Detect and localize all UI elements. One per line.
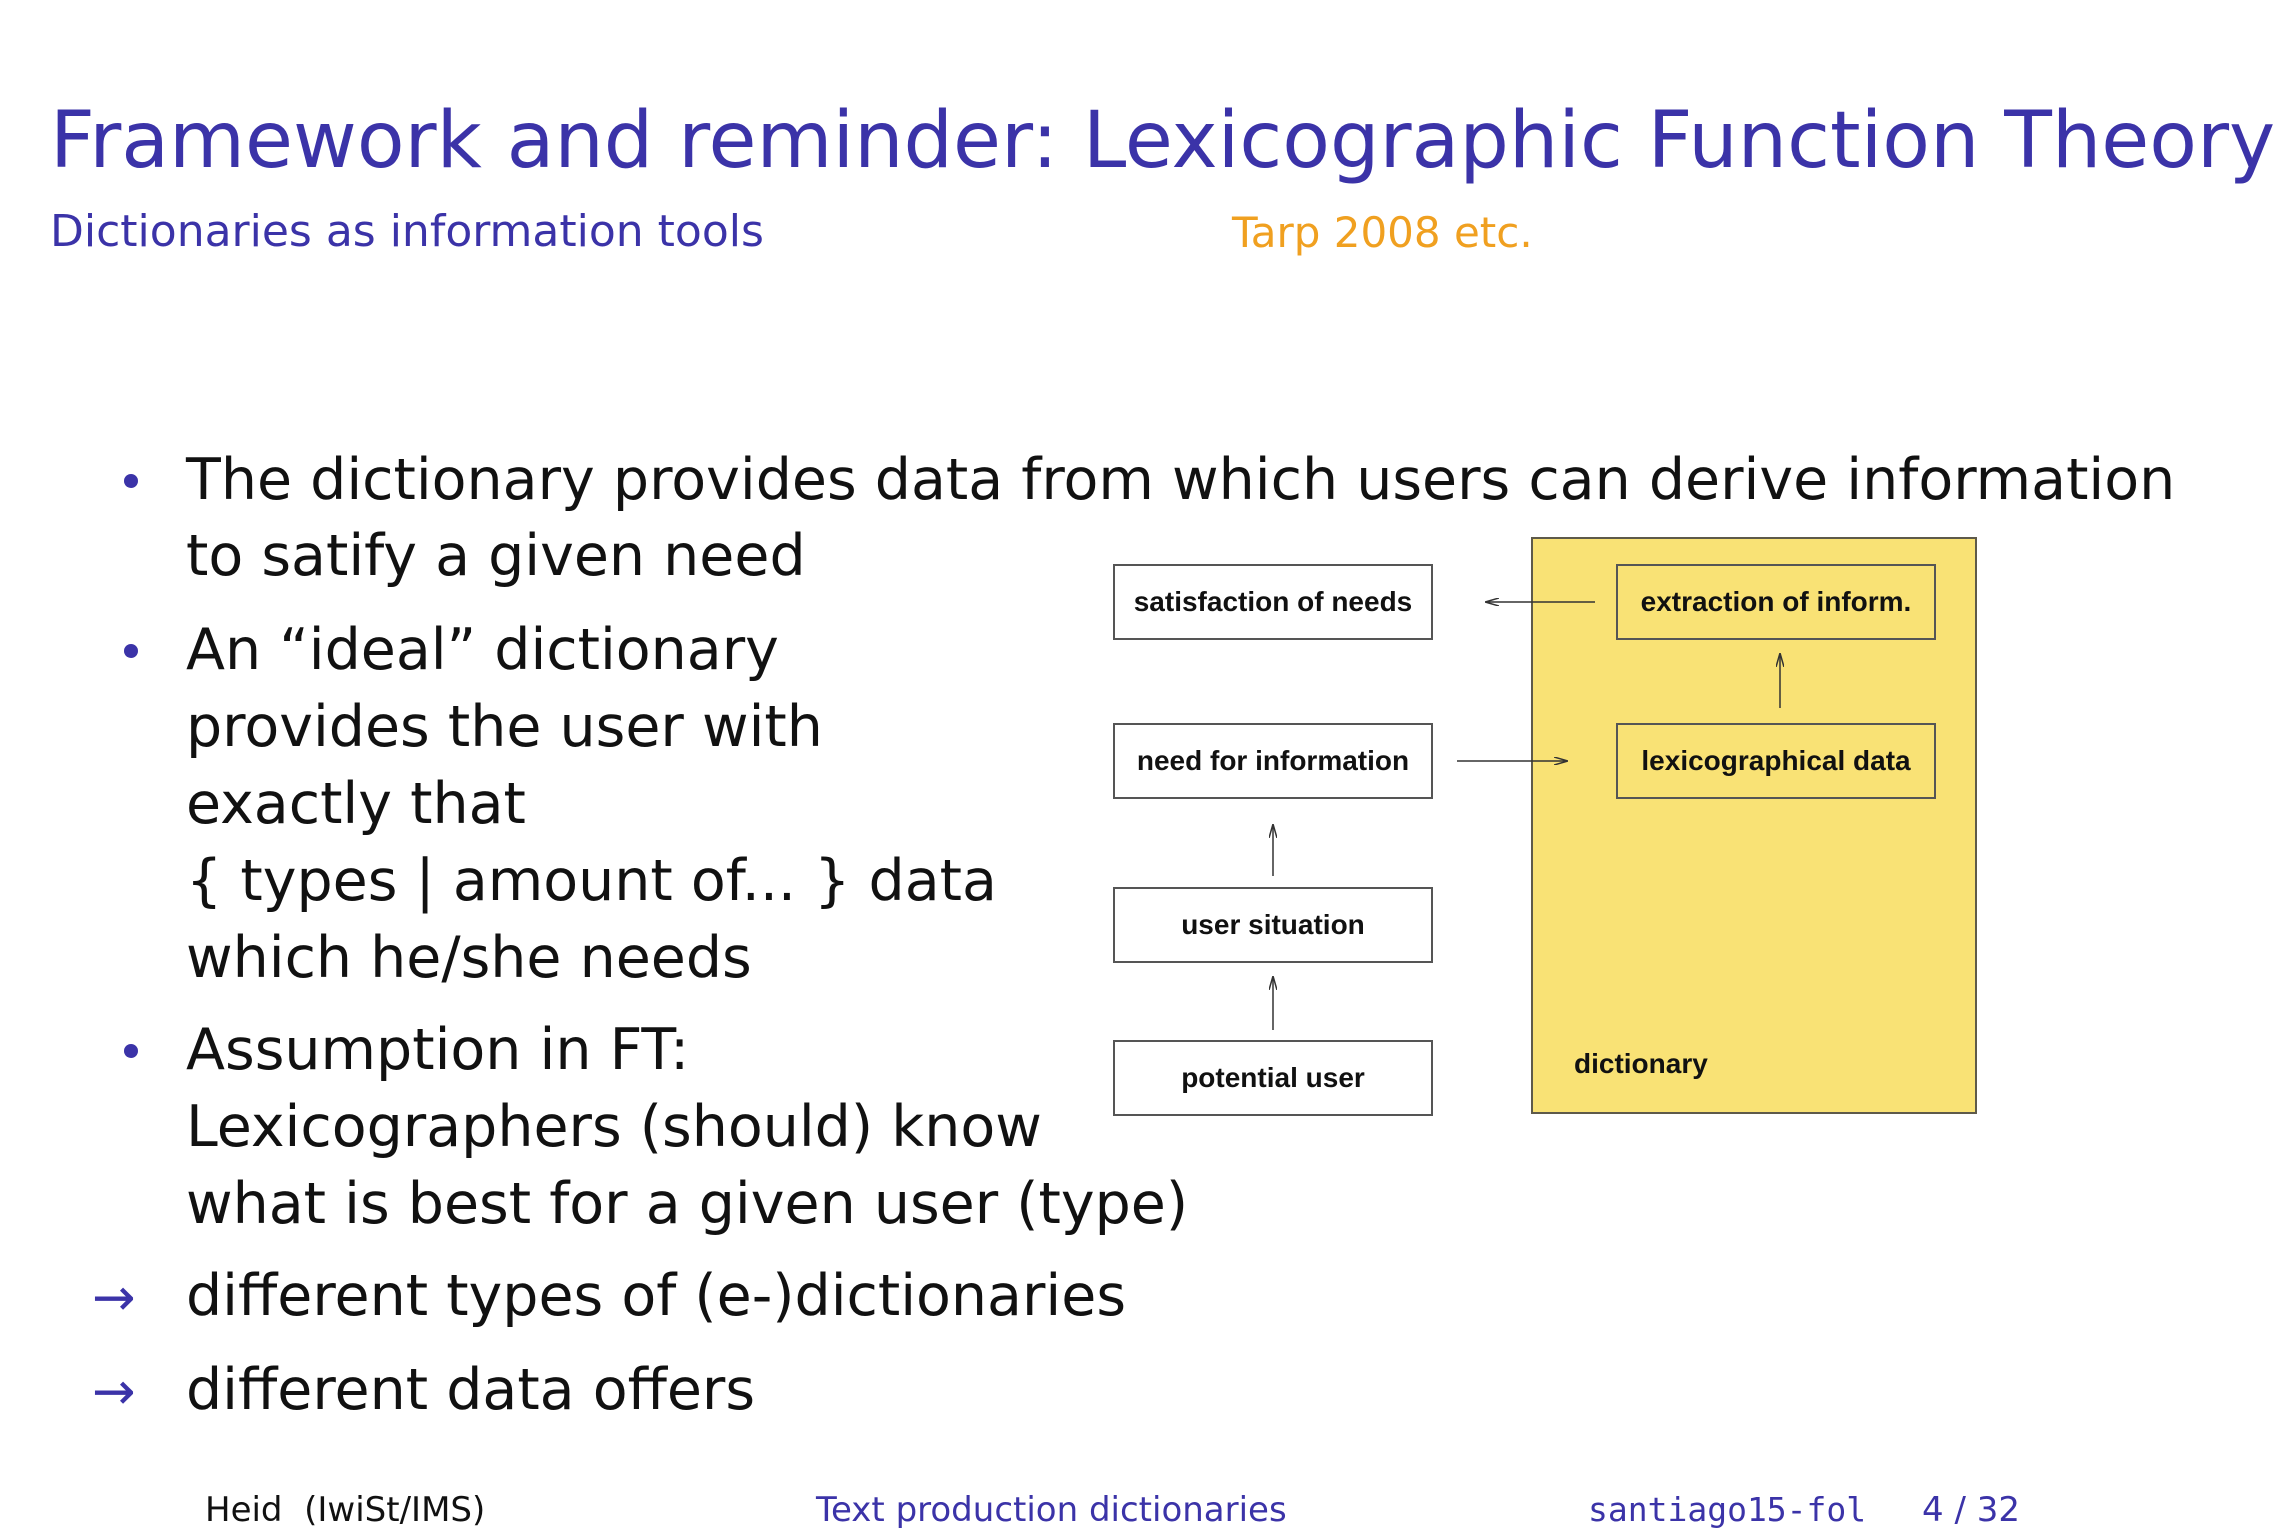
bullet3-line2: Lexicographers (should) know [186,1094,1042,1160]
need-box: need for information [1113,723,1433,799]
bullet-dot-1 [124,474,138,488]
bullet1-line1: The dictionary provides data from which users can derive information [186,447,2176,513]
situation-box: user situation [1113,887,1433,963]
bullet3-line1: Assumption in FT: [186,1017,690,1083]
slide-subtitle: Dictionaries as information tools [50,206,764,257]
slide-title: Framework and reminder: Lexicographic Function Theory [50,96,2275,186]
satisfaction-box: satisfaction of needs [1113,564,1433,640]
user-box: potential user [1113,1040,1433,1116]
arrow-icon-2: → [92,1362,136,1422]
footer-author: Heid (IwiSt/IMS) [205,1490,486,1530]
bullet1-line2: to satify a given need [186,523,806,589]
bullet-dot-3 [124,1044,138,1058]
bullet2-line3: exactly that [186,771,526,837]
arrow-icon-1: → [92,1268,136,1328]
lexdata-box: lexicographical data [1616,723,1936,799]
extraction-box: extraction of inform. [1616,564,1936,640]
arrow2-text: different data offers [186,1357,756,1423]
bullet2-line2: provides the user with [186,694,823,760]
bullet2-line5: which he/she needs [186,925,752,991]
arrow1-text: different types of (e-)dictionaries [186,1263,1127,1329]
bullet3-line3: what is best for a given user (type) [186,1171,1189,1237]
footer-title: Text production dictionaries [816,1490,1287,1530]
bullet2-line1: An “ideal” dictionary [186,617,779,683]
bullet2-line4: { types | amount of... } data [186,848,997,914]
bullet-dot-2 [124,644,138,658]
page-number: 4 / 32 [1922,1490,2020,1530]
footer-code: santiago15-fol [1588,1490,1867,1529]
dictionary-label: dictionary [1574,1048,1708,1079]
citation: Tarp 2008 etc. [1232,208,1533,257]
